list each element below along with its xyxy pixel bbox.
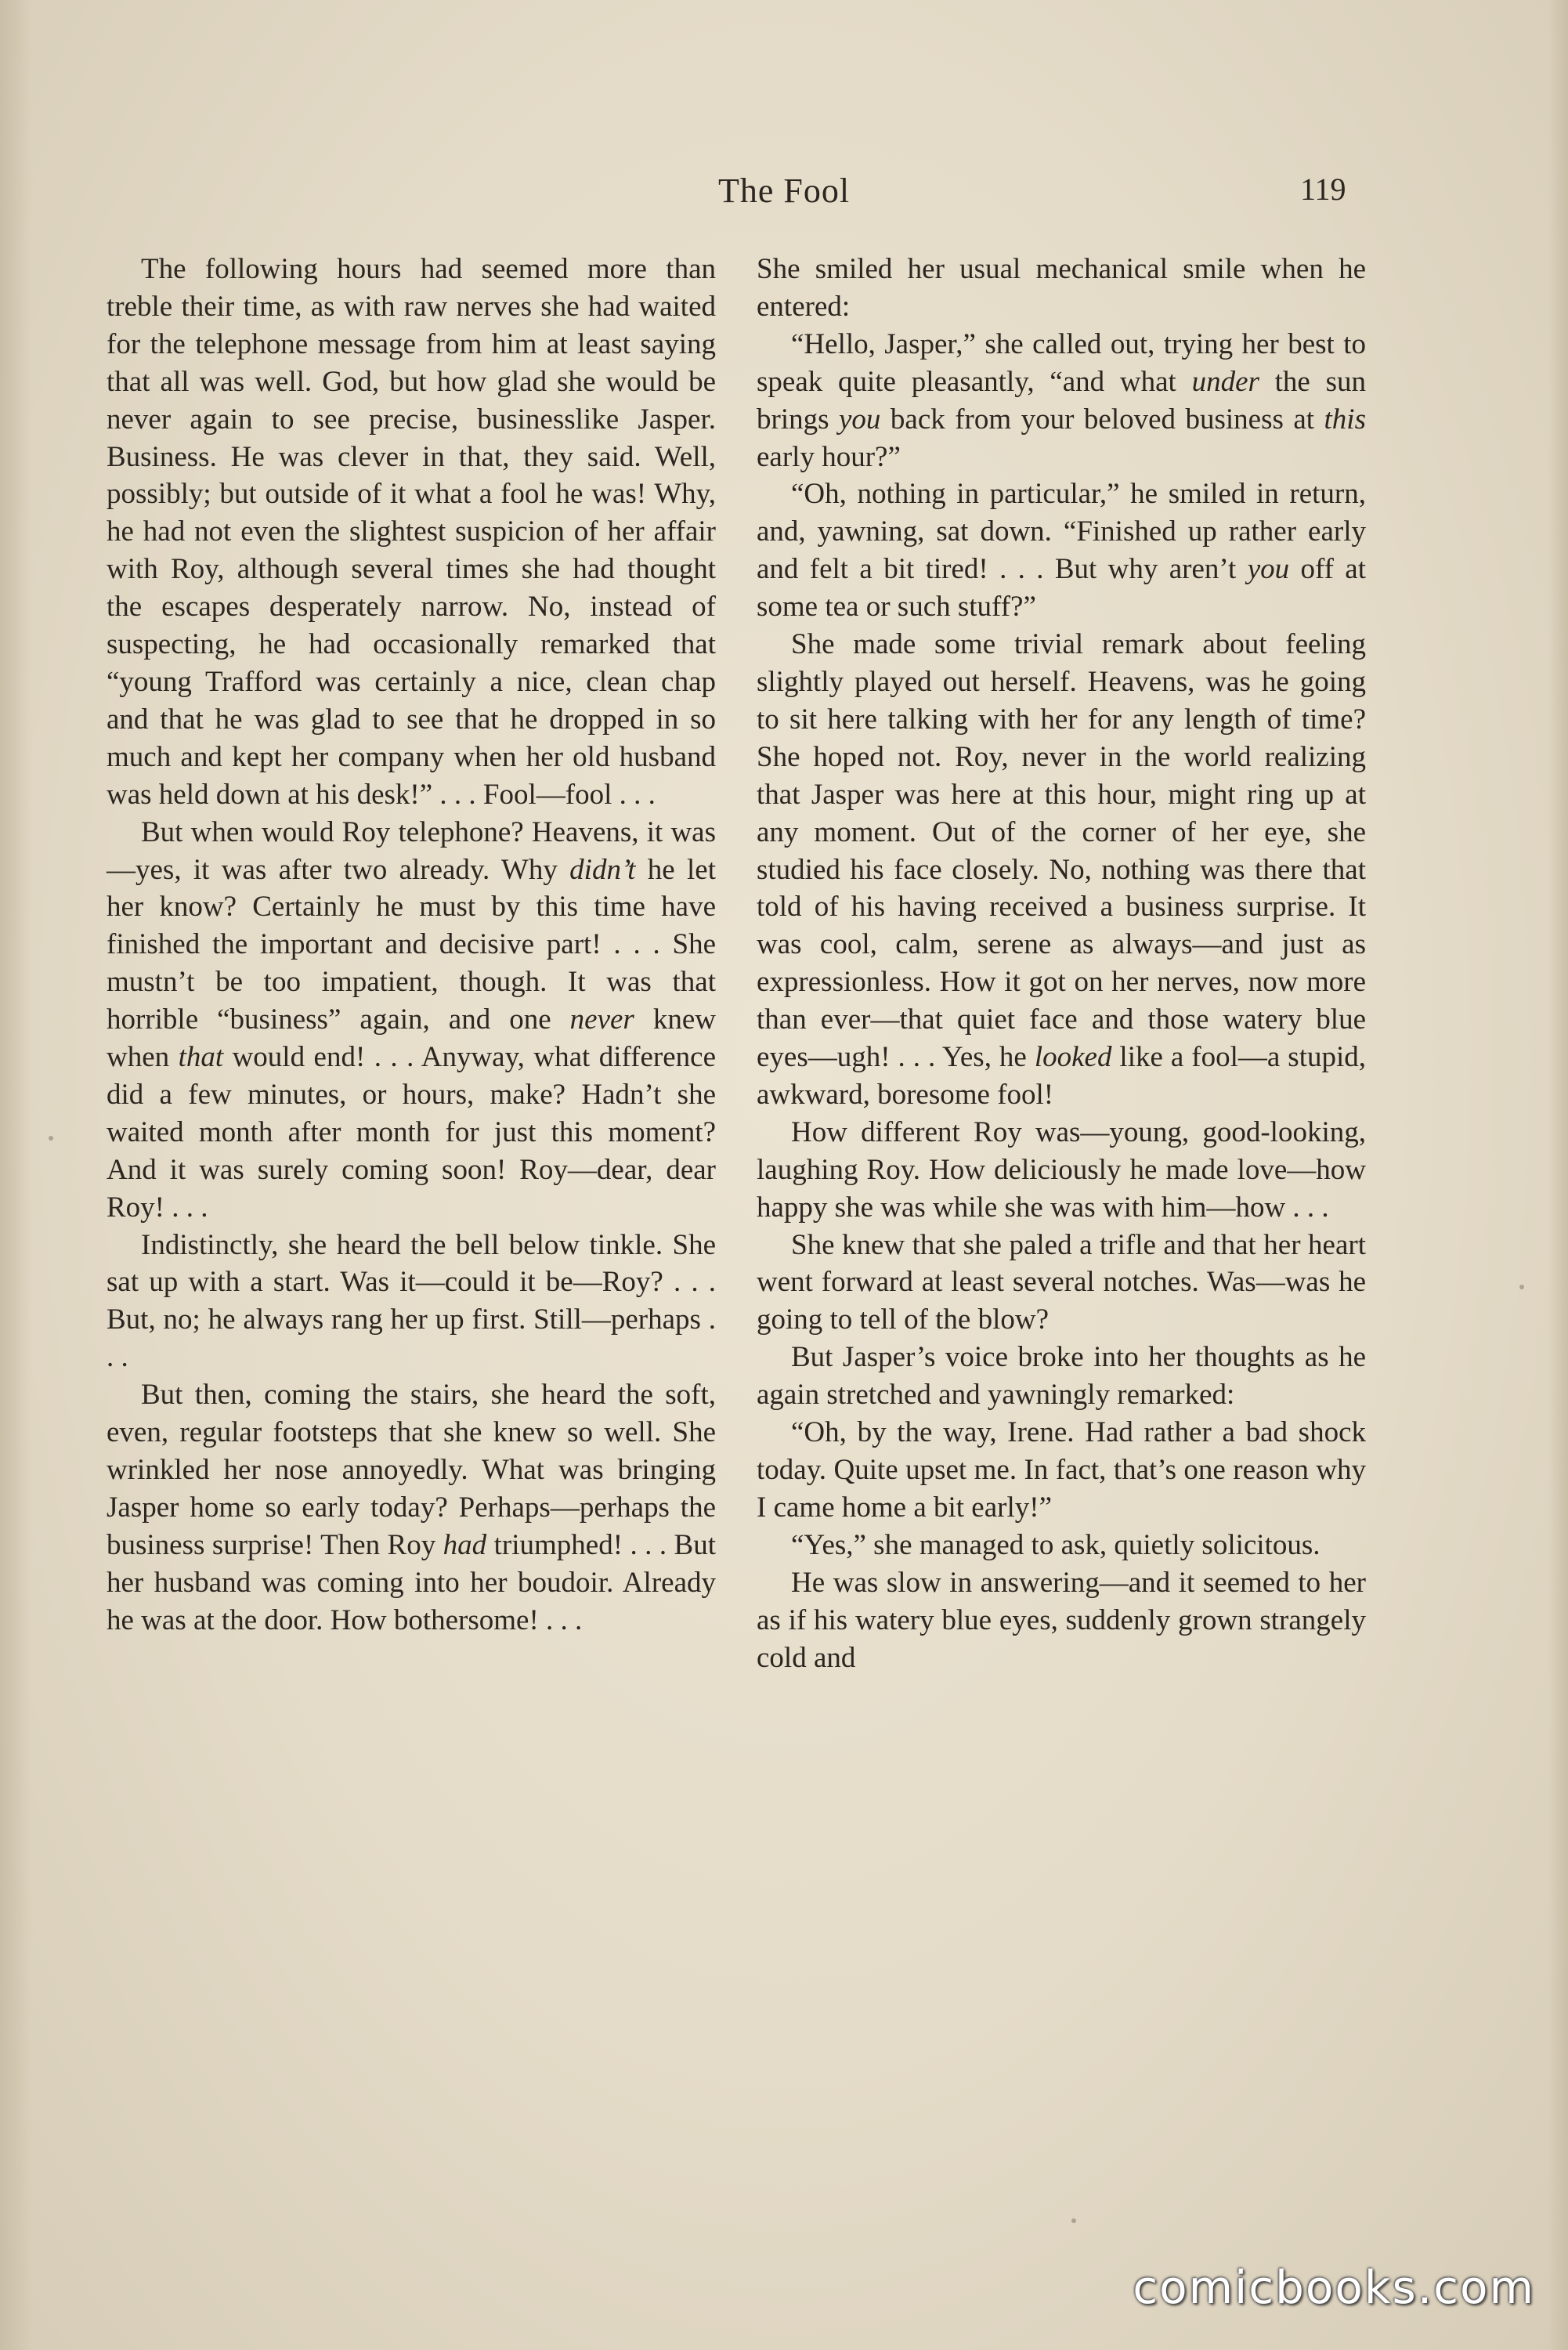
paragraph	[107, 251, 716, 814]
text-run: triumphed! . . . But her husband was coming into her boudoir. Already he was at the door. How bothersome! . . .	[107, 1528, 716, 1636]
paragraph	[757, 1564, 1366, 1677]
text-run: “Hello, Jasper,” she called out, trying her best to speak quite pleasantly, “and what	[757, 327, 1366, 398]
italic-text: you	[838, 403, 881, 436]
text-run: She knew that she paled a trifle and that her heart went forward at least several notches. Was—was he going to tell of the blow?	[757, 1228, 1366, 1336]
paragraph	[757, 251, 1366, 326]
text-run: She smiled her usual mechanical smile when he entered:	[757, 253, 1366, 323]
paragraph	[757, 1414, 1366, 1527]
site-watermark: comicbooks.com	[1133, 2261, 1535, 2314]
paragraph	[757, 326, 1366, 476]
paragraph	[757, 626, 1366, 1114]
text-run: would end! . . . Anyway, what difference did a few minutes, or hours, make? Hadn’t she waited month after month for just this moment? And it was surely coming soon! Roy—dear, dear Roy! . . .	[107, 1041, 716, 1224]
paragraph	[757, 1114, 1366, 1227]
text-run: off at some tea or such stuff?”	[757, 553, 1366, 624]
paragraph	[107, 1227, 716, 1377]
text-run: Indistinctly, she heard the bell below tinkle. She sat up with a start. Was it—could it be—Roy? . . . But, no; he always rang her up first. Still—perhaps . . .	[107, 1228, 716, 1374]
text-run: “Oh, by the way, Irene. Had rather a bad shock today. Quite upset me. In fact, that’s one reason why I came home a bit early!”	[757, 1416, 1366, 1524]
italic-text: this	[1324, 403, 1366, 436]
text-column-right	[757, 251, 1366, 1676]
page-header	[0, 171, 1568, 218]
text-run: early hour?”	[757, 440, 901, 473]
paragraph	[757, 1527, 1366, 1564]
text-column-left	[107, 251, 716, 1640]
paragraph	[107, 1376, 716, 1639]
text-run: She made some trivial remark about feeling slightly played out herself. Heavens, was he going to sit here talking with her for any length of time? She hoped not. Roy, never in the world realizing that Jasper was here at this hour, might ring up at any moment. Out of the corner of her eye, she studied his face closely. No, nothing was there that told of his having received a business surprise. It was cool, calm, serene as always—and just as expressionless. How it got on her nerves, now more than ever—that quiet face and those watery blue eyes—ugh! . . . Yes, he	[757, 628, 1366, 1074]
text-run: he let her know? Certainly he must by this time have finished the important and decisive part! . . . She mustn’t be too impatient, though. It was that horrible “business” again, and one	[107, 853, 716, 1036]
text-run: like a fool—a stupid, awkward, boresome fool!	[757, 1041, 1367, 1111]
text-run: But when would Roy telephone? Heavens, it was—yes, it was after two already. Why	[107, 815, 716, 886]
text-run: the sun brings	[757, 365, 1366, 436]
paper-speck	[1071, 2218, 1076, 2223]
text-run: How different Roy was—young, good-looking, laughing Roy. How deliciously he made love—how happy she was while she was with him—how . . .	[757, 1115, 1366, 1224]
italic-text: had	[443, 1528, 487, 1561]
text-run: back from your beloved business at	[880, 403, 1324, 436]
paper-speck	[49, 1136, 53, 1141]
text-run: The following hours had seemed more than treble their time, as with raw nerves she had waited for the telephone message from him at least saying that all was well. God, but how glad she would be never again to see precise, businesslike Jasper. Business. He was clever in that, they said. Well, possibly; but outside of it what a fool he was! Why, he had not even the slightest suspicion of her affair with Roy, although several times she had thought the escapes desperately narrow. No, instead of suspecting, he had occasionally remarked that “young Trafford was certainly a nice, clean chap and that he was glad to see that he dropped in so much and kept her company when her old husband was held down at his desk!” . . . Fool—fool . . .	[107, 253, 716, 811]
text-run: “Oh, nothing in particular,” he smiled in return, and, yawning, sat down. “Finished up rather early and felt a bit tired! . . . But why aren’t	[757, 478, 1366, 586]
text-run: But Jasper’s voice broke into her thoughts as he again stretched and yawningly remarked:	[757, 1341, 1366, 1412]
paragraph	[757, 1227, 1366, 1340]
italic-text: didn’t	[569, 853, 636, 886]
italic-text: that	[178, 1041, 224, 1074]
paragraph	[757, 475, 1366, 626]
text-run: “Yes,” she managed to ask, quietly solicitous.	[791, 1528, 1321, 1561]
italic-text: under	[1191, 365, 1259, 398]
paragraph	[107, 814, 716, 1227]
text-run: knew when	[107, 1003, 716, 1074]
paper-speck	[1519, 1285, 1524, 1289]
text-run: He was slow in answering—and it seemed to her as if his watery blue eyes, suddenly grown strangely cold and	[757, 1566, 1366, 1674]
italic-text: looked	[1034, 1041, 1112, 1074]
italic-text: never	[569, 1003, 634, 1036]
page-number: 119	[1300, 172, 1346, 207]
italic-text: you	[1247, 553, 1290, 586]
paragraph	[757, 1339, 1366, 1414]
running-title: The Fool	[717, 172, 851, 210]
text-run: But then, coming the stairs, she heard the soft, even, regular footsteps that she knew so well. She wrinkled her nose annoyedly. What was bringing Jasper home so early today? Perhaps—perhaps the business surprise! Then Roy	[107, 1379, 716, 1561]
